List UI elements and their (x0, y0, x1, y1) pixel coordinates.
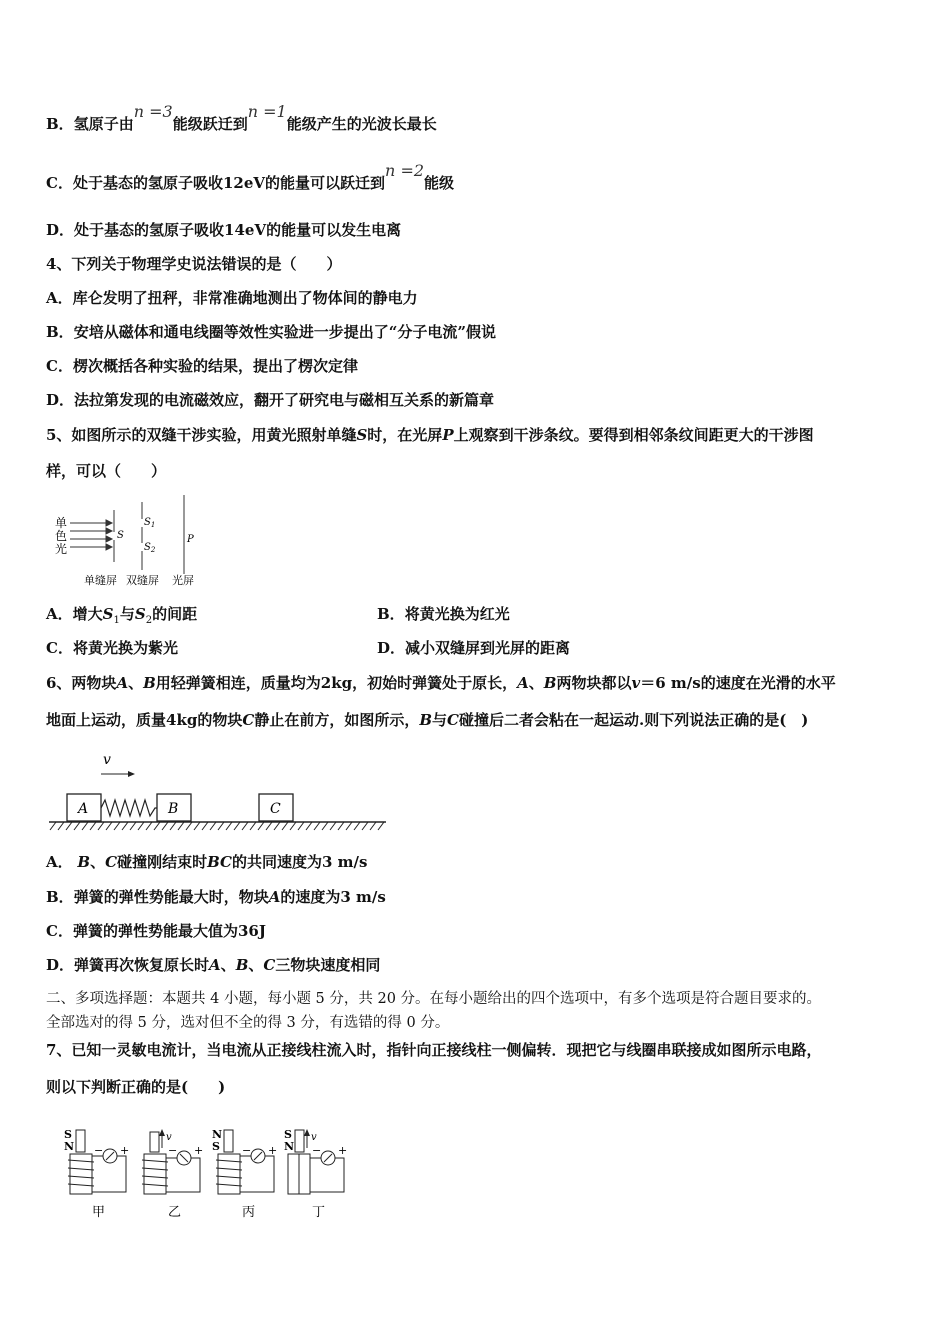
ding-top-pole: S (284, 1128, 292, 1141)
q3-option-d: D．处于基态的氢原子吸收14eV的能量可以发生电离 (46, 221, 402, 239)
light-label-1: 单 (55, 516, 68, 530)
jia-bottom-pole: N (64, 1140, 75, 1153)
ground-hatch (50, 822, 384, 830)
p-label: P (187, 534, 194, 545)
blocks-spring-diagram (46, 748, 391, 832)
caption-jia: 甲 (92, 1205, 106, 1220)
block-c-label: C (270, 801, 281, 817)
jia-minus: − (94, 1144, 104, 1157)
q4-option-c: C．楞次概括各种实验的结果，提出了楞次定律 (46, 357, 358, 375)
jia-top-pole: S (64, 1128, 72, 1141)
ding-v: v (311, 1132, 317, 1143)
q4-option-d: D．法拉第发现的电流磁效应，翻开了研究电与磁相互关系的新篇章 (46, 391, 495, 409)
caption-single-slit: 单缝屏 (84, 574, 117, 587)
q5-stem-line2: 样，可以（ ） (46, 462, 167, 480)
bing-magnet (224, 1130, 233, 1152)
jia-plus: + (120, 1144, 130, 1157)
spring (101, 800, 157, 816)
s1-label: $S_1$ (144, 517, 156, 529)
velocity-arrowhead (128, 771, 135, 777)
q6-stem-line2: 地面上运动，质量4kg的物块C静止在前方，如图所示，B与C碰撞后二者会粘在一起运动.则下列说法正确的是( ) (46, 711, 809, 729)
yi-v: v (166, 1132, 172, 1143)
velocity-label: v (103, 752, 111, 768)
ding-velocity-arrow (304, 1129, 310, 1136)
q4-stem: 4、下列关于物理学史说法错误的是（ ） (46, 255, 342, 273)
s2-label: $S_2$ (144, 542, 156, 554)
q5-option-a: A．增大$S_1$与$S_2$的间距 (46, 605, 198, 626)
bing-minus: − (242, 1144, 252, 1157)
circuit-ding (284, 1128, 347, 1220)
circuit-jia (64, 1128, 129, 1220)
q6-option-b: B．弹簧的弹性势能最大时，物块A的速度为3 m/s (46, 888, 386, 906)
light-label-3: 光 (55, 542, 68, 556)
section-2-heading: 二、多项选择题：本题共 4 小题，每小题 5 分，共 20 分。在每小题给出的四个选项中，有多个选项是符合题目要求的。 (46, 991, 822, 1007)
circuit-yi (142, 1129, 203, 1220)
s-label: S (117, 530, 124, 541)
q3-option-c: C．处于基态的氢原子吸收12eV的能量可以跃迁到n =2能级 (46, 161, 455, 192)
yi-minus: − (168, 1144, 178, 1157)
q3-option-b: B．氢原子由n =3能级跃迁到n =1能级产生的光波长最长 (46, 102, 437, 133)
q4-option-b: B．安培从磁体和通电线圈等效性实验进一步提出了“分子电流”假说 (46, 323, 496, 341)
light-label-2: 色 (55, 529, 68, 543)
q5-stem-line1: 5、如图所示的双缝干涉实验，用黄光照射单缝S时，在光屏P上观察到干涉条纹。要得到相邻条纹间距更大的干涉图 (46, 426, 814, 444)
block-b-label: B (168, 801, 179, 817)
section-2-instructions: 全部选对的得 5 分，选对但不全的得 3 分，有选错的得 0 分。 (46, 1015, 450, 1031)
yi-plus: + (194, 1144, 204, 1157)
ding-plus: + (338, 1144, 348, 1157)
caption-bing: 丙 (242, 1205, 256, 1220)
q6-option-a: A． B、C碰撞刚结束时BC的共同速度为3 m/s (46, 853, 368, 871)
yi-velocity-arrow (159, 1129, 165, 1136)
q6-option-d: D．弹簧再次恢复原长时A、B、C三物块速度相同 (46, 956, 381, 974)
q5-option-d: D．减小双缝屏到光屏的距离 (377, 639, 571, 657)
q6-option-c: C．弹簧的弹性势能最大值为36J (46, 922, 266, 940)
caption-ding: 丁 (312, 1205, 326, 1220)
caption-screen: 光屏 (172, 574, 194, 587)
galvanometer-coil-diagrams (62, 1124, 362, 1224)
caption-double-slit: 双缝屏 (126, 574, 159, 587)
q5-option-c: C．将黄光换为紫光 (46, 639, 178, 657)
ding-magnet (295, 1130, 304, 1152)
q7-stem-line2: 则以下判断正确的是( ) (46, 1078, 226, 1096)
caption-yi: 乙 (168, 1205, 182, 1220)
q7-stem-line1: 7、已知一灵敏电流计，当电流从正接线柱流入时，指针向正接线柱一侧偏转．现把它与线圈串联接成如图所示电路， (46, 1041, 822, 1059)
light-arrows (70, 520, 112, 550)
bing-plus: + (268, 1144, 278, 1157)
q6-stem-line1: 6、两物块A、B用轻弹簧相连，质量均为2kg，初始时弹簧处于原长，A、B两物块都以v＝6 m/s的速度在光滑的水平 (46, 674, 836, 692)
jia-magnet (76, 1130, 85, 1152)
block-a-label: A (78, 801, 89, 817)
yi-magnet (150, 1132, 159, 1152)
circuit-bing (212, 1128, 277, 1220)
q4-option-a: A．库仑发明了扭秤，非常准确地测出了物体间的静电力 (46, 289, 418, 307)
q5-option-b: B．将黄光换为红光 (377, 605, 510, 623)
bing-top-pole: N (212, 1128, 223, 1141)
ding-minus: − (312, 1144, 322, 1157)
bing-bottom-pole: S (212, 1140, 220, 1153)
ding-bottom-pole: N (284, 1140, 295, 1153)
double-slit-diagram (50, 492, 200, 592)
